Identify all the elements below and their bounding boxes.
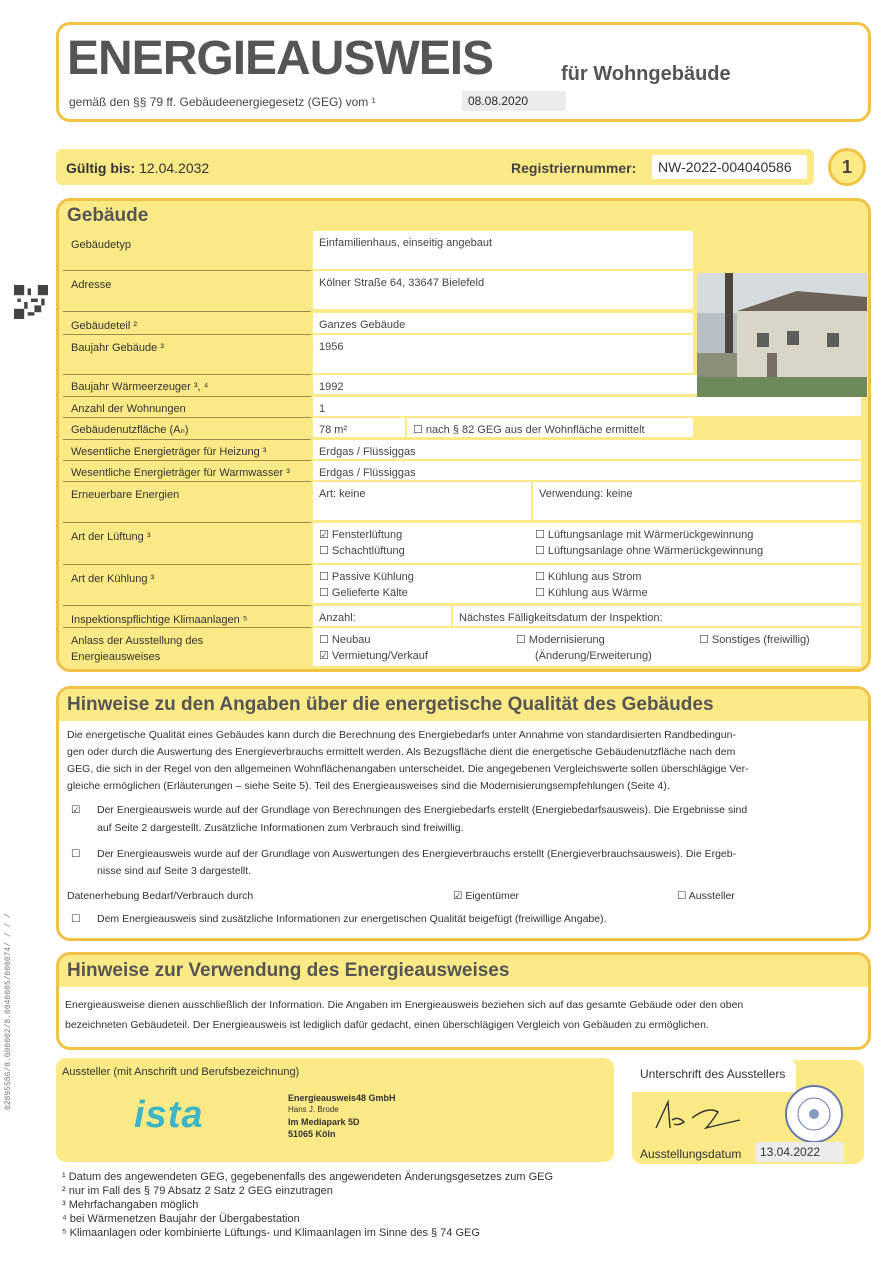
notes-section [56,686,871,941]
usage-section-title: Hinweise zur Verwendung des Energieausweises [59,955,868,987]
reason-modern-checkbox[interactable]: ☐ Modernisierung [516,634,605,646]
law-reference: gemäß den §§ 79 ff. Gebäudeenergiegesetz (GEG) vom ¹ [69,95,376,109]
vent-recovery-checkbox[interactable]: ☐ Lüftungsanlage mit Wärmerückgewinnung [535,529,754,541]
data-collection-label: Datenerhebung Bedarf/Verbrauch durch [67,890,254,902]
side-code-print [0,830,14,1110]
aircon-count: Anzahl: [313,606,451,626]
issuer-city: 51065 Köln [288,1129,336,1139]
cooling-options [313,565,861,603]
vent-norecovery-checkbox[interactable]: ☐ Lüftungsanlage ohne Wärmerückgewinnung [535,545,764,557]
issuer-label: Aussteller (mit Anschrift und Berufsbezeichnung) [62,1066,300,1078]
issuer-area [56,1058,614,1162]
valid-until-date: 12.04.2032 [139,160,210,176]
qr-code [14,285,48,319]
consumption-checkbox[interactable]: ☐ [71,848,81,860]
reason-rent-sale-checkbox[interactable]: ☑ Vermietung/Verkauf [319,650,428,662]
issue-reason-options [313,628,861,666]
notes-paragraph-1: Die energetische Qualität eines Gebäudes kann durch die Berechnung des Energiebedarfs unter Annahme von standardisierten Randbedingun- [67,729,736,741]
demand-checkbox[interactable]: ☑ [71,804,81,816]
ista-logo: ista [134,1094,204,1136]
footnote-4: ⁴ bei Wärmenetzen Baujahr der Übergabestation [62,1213,300,1225]
issue-reason-label-1: Anlass der Ausstellung des [71,635,204,647]
consumption-text-2: nisse sind auf Seite 3 dargestellt. [97,865,252,877]
notes-paragraph-2: gen oder durch die Auswertung des Energieverbrauchs ermittelt werden. Als Bezugsfläche dient die energetische Gebäudenutzfläche nach dem [67,746,736,758]
building-section [56,198,871,672]
demand-text-2: auf Seite 2 dargestellt. Zusätzliche Informationen zum Verbrauch sind freiwillig. [97,822,464,834]
row-label-area: Gebäudenutzfläche (Aₙ) [71,424,189,436]
notes-paragraph-4: gleiche ermöglichen (Erläuterungen – siehe Seite 5). Teil des Energieausweises sind die Modernisierungsempfehlungen (Seite 4). [67,780,670,792]
row-label-heater-year: Baujahr Wärmeerzeuger ³, ⁴ [71,381,209,393]
registration-number: NW-2022-004040586 [652,155,807,179]
reason-new-checkbox[interactable]: ☐ Neubau [319,634,371,646]
footnote-5: ⁵ Klimaanlagen oder kombinierte Lüftungs- und Klimaanlagen im Sinne des § 74 GEG [62,1227,480,1239]
consumption-text-1: Der Energieausweis wurde auf der Grundlage von Auswertungen des Energieverbrauchs erstellt (Energieverbrauchsausweis). Die Ergeb- [97,848,737,860]
row-label-address: Adresse [71,279,112,291]
row-label-units: Anzahl der Wohnungen [71,403,186,415]
issue-date: 13.04.2022 [756,1142,844,1162]
renewable-use: Verwendung: keine [533,482,861,520]
issuer-checkbox[interactable]: ☐ Aussteller [677,890,735,902]
row-value-heating-carrier: Erdgas / Flüssiggas [313,440,861,459]
additional-info-checkbox[interactable]: ☐ [71,913,81,925]
document-title: ENERGIEAUSWEIS [67,32,494,85]
additional-info-text: Dem Energieausweis sind zusätzliche Informationen zur energetischen Qualität beigefügt (freiwillige Angabe). [97,913,607,925]
notes-section-title: Hinweise zu den Angaben über die energetische Qualität des Gebäudes [59,689,868,721]
renewable-type: Art: keine [313,482,531,520]
issuer-stamp [782,1082,846,1146]
signature-label: Unterschrift des Ausstellers [640,1067,786,1081]
usage-section [56,952,871,1050]
footnote-2: ² nur im Fall des § 79 Absatz 2 Satz 2 GEG einzutragen [62,1185,333,1197]
usage-paragraph-1: Energieausweise dienen ausschließlich der Information. Die Angaben im Energieausweis beziehen sich auf das gesamte Gebäude oder den oben [65,999,744,1011]
cool-delivered-checkbox[interactable]: ☐ Gelieferte Kälte [319,587,408,599]
document-subtitle: für Wohngebäude [561,63,731,85]
cooling-label: Art der Kühlung ³ [71,573,155,585]
issuer-person: Hans J. Brode [288,1105,339,1114]
building-photo [697,273,867,397]
row-value-units: 1 [313,397,861,416]
demand-text-1: Der Energieausweis wurde auf der Grundlage von Berechnungen des Energiebedarfs erstellt (Energiebedarfsausweis). Die Ergebnisse sind [97,804,748,816]
footnote-1: ¹ Datum des angewendeten GEG, gegebenenfalls des angewendeten Änderungsgesetzes zum GEG [62,1171,554,1183]
row-label-year: Baujahr Gebäude ³ [71,342,164,354]
row-value-area: 78 m² [313,418,405,437]
issuer-company: Energieausweis48 GmbH [288,1093,396,1103]
issue-date-label: Ausstellungsdatum [640,1147,742,1161]
validity-bar [56,149,814,185]
row-value-heater-year: 1992 [313,375,861,394]
ventilation-options [313,523,861,563]
footnotes [62,1170,553,1240]
row-value-type: Einfamilienhaus, einseitig angebaut [313,231,693,269]
row-label-part: Gebäudeteil ² [71,320,138,332]
vent-shaft-checkbox[interactable]: ☐ Schachtlüftung [319,545,405,557]
issue-reason-label-2: Energieausweises [71,651,161,663]
row-value-address: Kölner Straße 64, 33647 Bielefeld [313,271,693,309]
row-value-part: Ganzes Gebäude [313,313,693,333]
row-label-type: Gebäudetyp [71,239,131,251]
footnote-3: ³ Mehrfachangaben möglich [62,1199,199,1211]
notes-paragraph-3: GEG, die sich in der Regel von den allgemeinen Wohnflächenangaben unterscheidet. Die angegebenen Vergleichswerte sollen überschlägige Ver- [67,763,749,775]
registration-label: Registriernummer: [511,160,637,176]
side-code-text: 02895586/8.000002/8.0040085/000074/ / / / [4,913,13,1110]
building-section-title: Gebäude [67,205,149,226]
row-label-heating-carrier: Wesentliche Energieträger für Heizung ³ [71,446,267,458]
cool-passive-checkbox[interactable]: ☐ Passive Kühlung [319,571,414,583]
signature-area [632,1060,864,1164]
aircon-inspection-date: Nächstes Fälligkeitsdatum der Inspektion: [453,606,861,626]
issuer-street: Im Mediapark 5D [288,1117,360,1127]
page-number: 1 [828,148,866,186]
law-date: 08.08.2020 [462,91,566,111]
reason-other-checkbox[interactable]: ☐ Sonstiges (freiwillig) [699,634,810,646]
reason-modern-detail: (Änderung/Erweiterung) [535,650,652,662]
header-box [56,22,871,122]
row-value-water-carrier: Erdgas / Flüssiggas [313,461,861,480]
valid-until-label: Gültig bis: [66,160,136,176]
usage-paragraph-2: bezeichneten Gebäudeteil. Der Energieausweis ist lediglich dafür gedacht, einen überschlägigen Vergleich von Gebäuden zu ermöglichen. [65,1019,709,1031]
ventilation-label: Art der Lüftung ³ [71,531,151,543]
owner-checkbox[interactable]: ☑ Eigentümer [453,890,520,902]
cool-electric-checkbox[interactable]: ☐ Kühlung aus Strom [535,571,642,583]
renewable-label: Erneuerbare Energien [71,489,180,501]
signature-scribble [648,1090,778,1140]
row-label-water-carrier: Wesentliche Energieträger für Warmwasser ³ [71,467,290,479]
area-method-checkbox[interactable]: ☐ nach § 82 GEG aus der Wohnfläche ermittelt [407,418,693,437]
cool-heat-checkbox[interactable]: ☐ Kühlung aus Wärme [535,587,648,599]
row-value-year: 1956 [313,335,693,373]
vent-window-checkbox[interactable]: ☑ Fensterlüftung [319,529,403,541]
aircon-label: Inspektionspflichtige Klimaanlagen ⁵ [71,614,248,626]
